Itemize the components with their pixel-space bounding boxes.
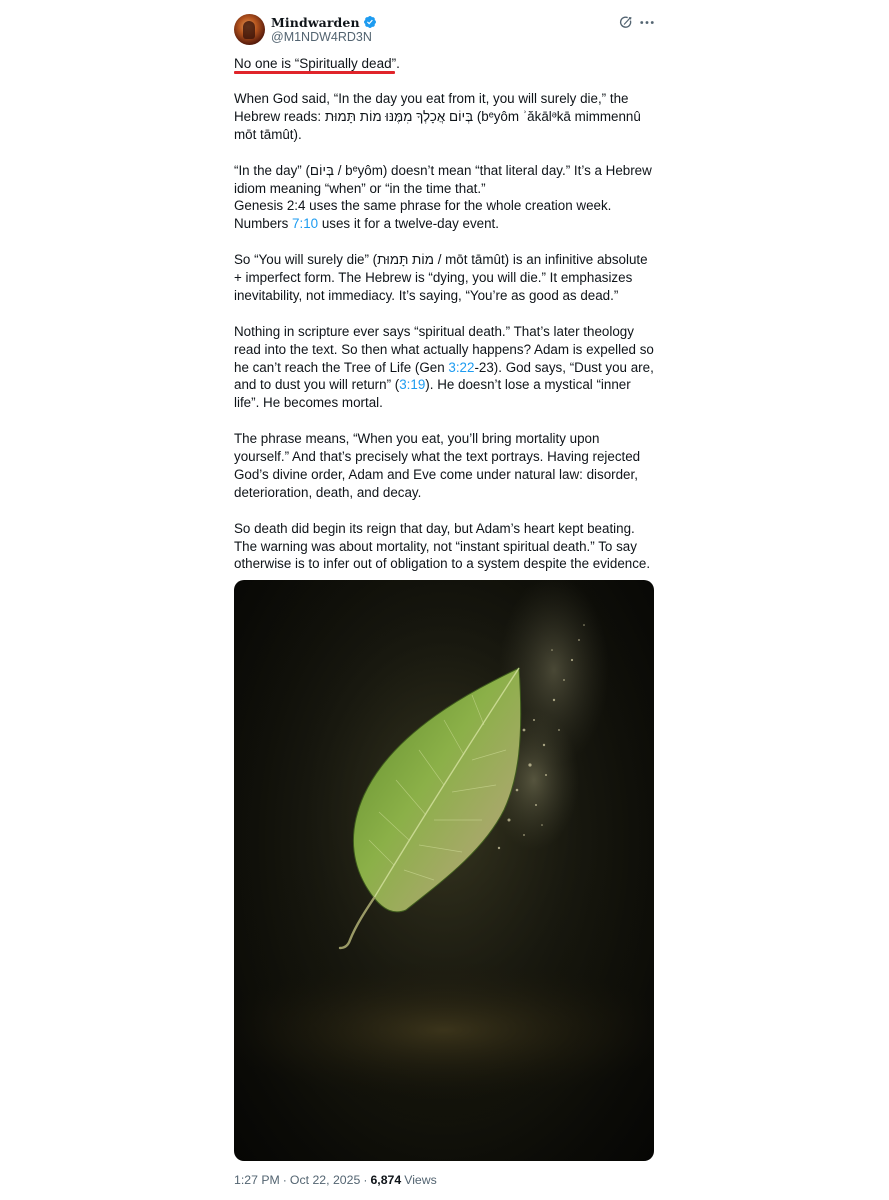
paragraph-5: The phrase means, “When you eat, you’ll bring mortality upon yourself.” And that’s precisely what the text portrays. Having rejected God’s divine order, Adam and Eve come under natural law: disorder, deterioration, death, and decay. [234, 431, 641, 500]
post-date[interactable]: Oct 22, 2025 [289, 1173, 361, 1187]
verse-link-3-19[interactable]: 3:19 [399, 377, 426, 393]
meta-separator: · [282, 1173, 287, 1187]
paragraph-4 [234, 323, 656, 413]
avatar[interactable] [234, 14, 265, 45]
title-underline [234, 71, 395, 74]
post-image[interactable] [234, 580, 654, 1161]
views-count: 6,874 [370, 1173, 402, 1187]
post-title: No one is “Spiritually dead”. [234, 56, 400, 71]
paragraph-2 [234, 162, 656, 234]
author-handle[interactable]: @M1NDW4RD3N [271, 30, 372, 44]
meta-separator-2: · [363, 1173, 368, 1187]
paragraph-2b-end: uses it for a twelve-day event. [318, 216, 499, 232]
paragraph-1: When God said, “In the day you eat from it, you will surely die,” the Hebrew reads: בְּיוֹם אֲכָלְךָ מִמֶּנּוּ מוֹת תָּמוּת (bᵉyôm ʾăkālᵊkā mimmennû mōt tāmût). [234, 91, 641, 142]
verified-badge-icon [363, 15, 377, 29]
author-display-name[interactable]: Mindwarden [271, 14, 360, 30]
avatar-figure [243, 21, 255, 39]
paragraph-4b: -23). God says, “Dust you are, and to dust you will return” ( [234, 359, 654, 393]
leaf-illustration [234, 580, 654, 1161]
views-label: Views [404, 1173, 437, 1187]
verse-link-3-22[interactable]: 3:22 [448, 359, 475, 375]
paragraph-4a: Nothing in scripture ever says “spiritual death.” That’s later theology read into the text. So then what actually happens? Adam is expelled so he can’t reach the Tree of Life (Gen [234, 323, 654, 375]
paragraph-2a: “In the day” (בְּיוֹם / bᵉyôm) doesn’t mean “that literal day.” It’s a Hebrew idiom meaning “when” or “in the time that.” [234, 162, 652, 196]
grok-icon[interactable] [618, 15, 633, 30]
floor-light [234, 960, 654, 1100]
author-name-row [271, 14, 377, 30]
more-options-icon[interactable] [638, 15, 656, 30]
paragraph-4c: ). He doesn’t lose a mystical “inner life”. He becomes mortal. [234, 377, 631, 411]
paragraph-6: So death did begin its reign that day, but Adam’s heart kept beating. The warning was about mortality, not “instant spiritual death.” To say otherwise is to infer out of obligation to a system despite the evidence. [234, 520, 651, 572]
paragraph-3: So “You will surely die” (מוֹת תָּמוּת / mōt tāmût) is an infinitive absolute + imperfect form. The Hebrew is “dying, you will die.” It emphasizes inevitability, not immediacy. It’s saying, “You’re as good as dead.” [234, 252, 648, 303]
post-time[interactable]: 1:27 PM [234, 1173, 280, 1187]
post-body [234, 90, 656, 591]
post-meta [234, 1173, 437, 1187]
verse-link-numbers-7-10[interactable]: 7:10 [292, 216, 319, 232]
paragraph-2b-text: Genesis 2:4 uses the same phrase for the whole creation week. Numbers [234, 198, 612, 232]
